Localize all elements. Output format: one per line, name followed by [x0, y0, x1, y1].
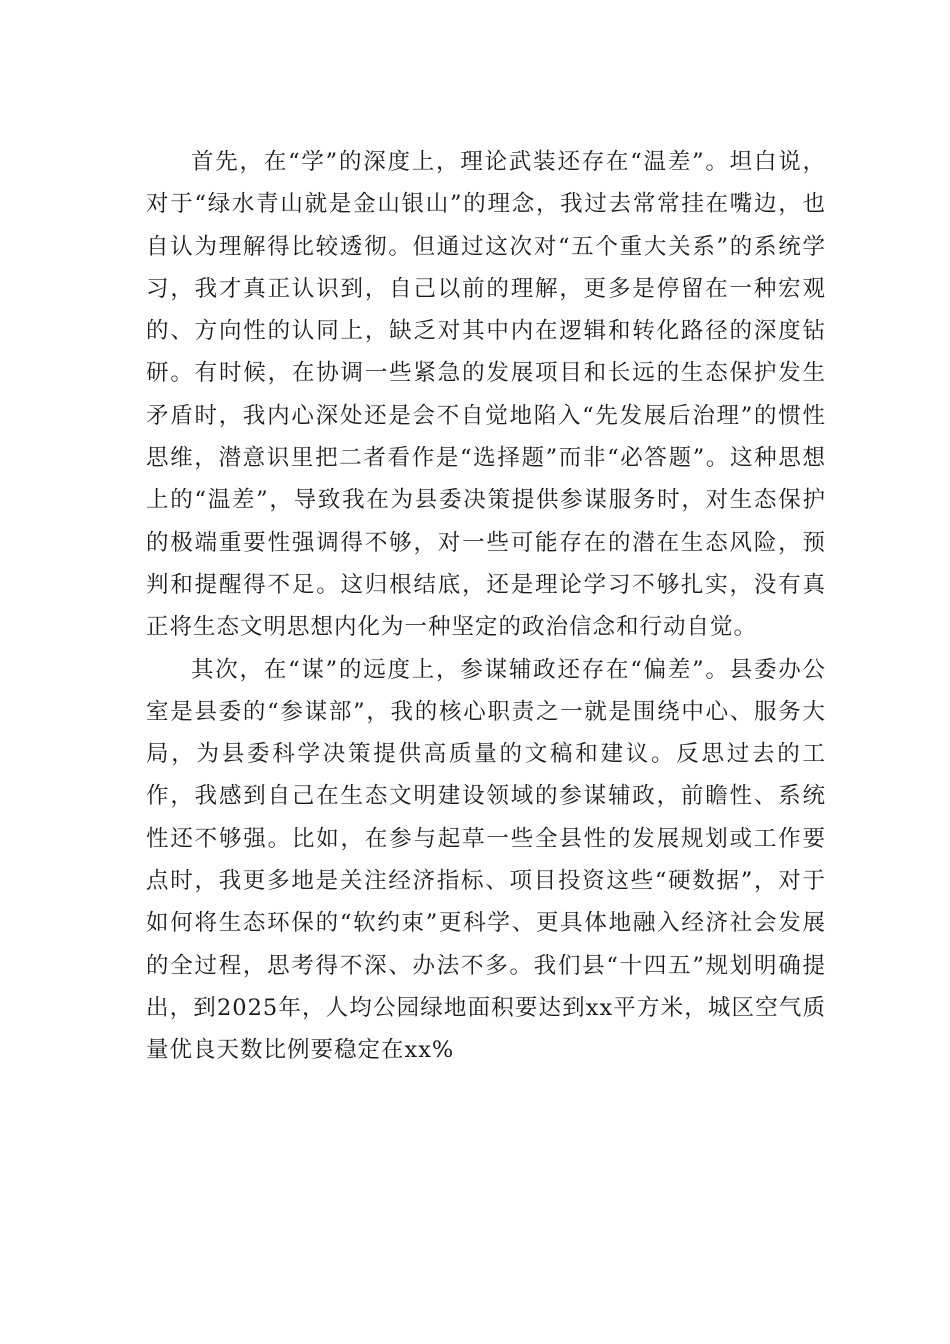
paragraph-learning-gap: 首先，在“学”的深度上，理论武装还存在“温差”。坦白说，对于“绿水青山就是金山银山”的理念，我过去常常挂在嘴边，也自认为理解得比较透彻。但通过这次对“五个重大关系”的系统学习，我才真正认识到，自己以前的理解，更多是停留在一种宏观的、方向性的认同上，缺乏对其中内在逻辑和转化路径的深度钻研。有时候，在协调一些紧急的发展项目和长远的生态保护发生矛盾时，我内心深处还是会不自觉地陷入“先发展后治理”的惯性思维，潜意识里把二者看作是“选择题”而非“必答题”。这种思想上的“温差”，导致我在为县委决策提供参谋服务时，对生态保护的极端重要性强调得不够，对一些可能存在的潜在生态风险，预判和提醒得不足。这归根结底，还是理论学习不够扎实，没有真正将生态文明思想内化为一种坚定的政治信念和行动自觉。	[146, 149, 826, 641]
body-text	[146, 141, 826, 1072]
paragraph-advisory-gap: 其次，在“谋”的远度上，参谋辅政还存在“偏差”。县委办公室是县委的“参谋部”，我的核心职责之一就是围绕中心、服务大局，为县委科学决策提供高质量的文稿和建议。反思过去的工作，我感到自己在生态文明建设领域的参谋辅政，前瞻性、系统性还不够强。比如，在参与起草一些全县性的发展规划或工作要点时，我更多地是关注经济指标、项目投资这些“硬数据”，对于如何将生态环保的“软约束”更科学、更具体地融入经济社会发展的全过程，思考得不深、办法不多。我们县“十四五”规划明确提出，到2025年，人均公园绿地面积要达到xx平方米，城区空气质量优良天数比例要稳定在xx%	[146, 656, 826, 1064]
